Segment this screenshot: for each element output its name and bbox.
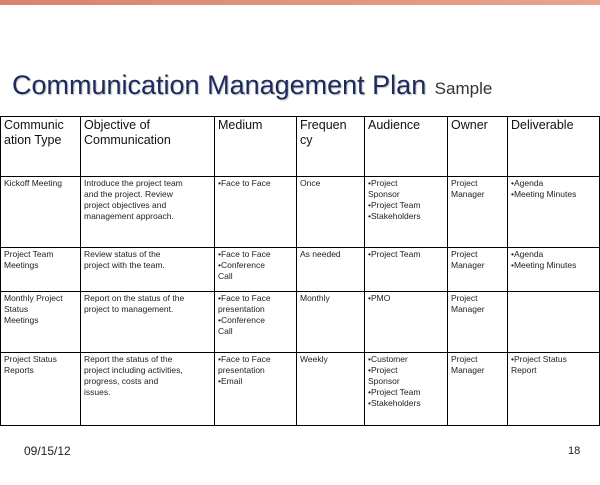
cell-text: issues. — [84, 387, 111, 397]
header-text: Audience — [368, 118, 421, 132]
cell-text: Status — [4, 304, 29, 314]
header-text: Frequen — [300, 118, 347, 132]
header-text: ation Type — [4, 133, 62, 147]
header-text: Medium — [218, 118, 263, 132]
cell-text: Weekly — [300, 354, 328, 364]
table-row — [1, 177, 600, 248]
cell-owner — [448, 353, 508, 426]
cell-text: Project — [451, 293, 478, 303]
cell-text: Manager — [451, 365, 485, 375]
cell-text: Project — [451, 354, 478, 364]
cell-text: Call — [218, 271, 233, 281]
slide-title — [12, 70, 492, 101]
cell-owner — [448, 248, 508, 292]
cell-audience — [365, 292, 448, 353]
cell-audience — [365, 248, 448, 292]
cell-text: Project Status — [4, 354, 57, 364]
cell-text: presentation — [218, 365, 265, 375]
column-header-frequency — [297, 117, 365, 177]
cell-text: Project — [451, 249, 478, 259]
header-text: Objective of — [84, 118, 151, 132]
top-accent-bar — [0, 0, 600, 5]
title-main: Communication Management Plan — [12, 70, 427, 100]
cell-text: Manager — [451, 260, 485, 270]
cell-communication-type — [1, 292, 81, 353]
cell-text: •Agenda — [511, 178, 544, 188]
column-header-medium — [215, 117, 297, 177]
cell-text: As needed — [300, 249, 341, 259]
cell-text: •Stakeholders — [368, 211, 421, 221]
cell-text: project to management. — [84, 304, 174, 314]
header-text: Communic — [4, 118, 64, 132]
cell-objective — [81, 292, 215, 353]
cell-objective — [81, 248, 215, 292]
cell-text: •Email — [218, 376, 243, 386]
cell-text: Call — [218, 326, 233, 336]
cell-deliverable — [508, 292, 600, 353]
cell-text: •Meeting Minutes — [511, 189, 577, 199]
column-header-owner — [448, 117, 508, 177]
cell-deliverable — [508, 177, 600, 248]
cell-text: Kickoff Meeting — [4, 178, 62, 188]
cell-owner — [448, 292, 508, 353]
table-row — [1, 292, 600, 353]
column-header-objective — [81, 117, 215, 177]
cell-text: •Face to Face — [218, 293, 271, 303]
cell-text: Report — [511, 365, 537, 375]
table-row — [1, 353, 600, 426]
cell-text: project objectives and — [84, 200, 167, 210]
cell-text: •Project Team — [368, 200, 421, 210]
cell-text: •Customer — [368, 354, 408, 364]
page-number: 18 — [568, 445, 581, 457]
cell-text: Project — [451, 178, 478, 188]
cell-text: •Face to Face — [218, 178, 271, 188]
cell-text: •Project Status — [511, 354, 567, 364]
cell-text: Reports — [4, 365, 34, 375]
cell-text: Sponsor — [368, 376, 400, 386]
cell-text: and the project. Review — [84, 189, 173, 199]
cell-text: Report the status of the — [84, 354, 173, 364]
cell-audience — [365, 353, 448, 426]
cell-deliverable — [508, 353, 600, 426]
cell-text: Introduce the project team — [84, 178, 183, 188]
table-body — [1, 177, 600, 426]
cell-text: •Face to Face — [218, 249, 271, 259]
cell-text: •Project — [368, 178, 398, 188]
title-sub: Sample — [434, 79, 493, 98]
column-header-communication-type — [1, 117, 81, 177]
cell-text: Project Team — [4, 249, 54, 259]
header-text: Owner — [451, 118, 488, 132]
cell-text: •Project Team — [368, 387, 421, 397]
cell-text: Monthly Project — [4, 293, 63, 303]
cell-objective — [81, 353, 215, 426]
cell-text: •PMO — [368, 293, 391, 303]
cell-text: project with the team. — [84, 260, 165, 270]
cell-communication-type — [1, 248, 81, 292]
header-row — [1, 117, 600, 177]
cell-text: management approach. — [84, 211, 174, 221]
cell-communication-type — [1, 177, 81, 248]
cell-frequency — [297, 248, 365, 292]
cell-text: Once — [300, 178, 321, 188]
cell-frequency — [297, 177, 365, 248]
cell-text: presentation — [218, 304, 265, 314]
column-header-deliverable — [508, 117, 600, 177]
cell-text: project including activities, — [84, 365, 183, 375]
cell-audience — [365, 177, 448, 248]
table-row — [1, 248, 600, 292]
cell-text: •Face to Face — [218, 354, 271, 364]
cell-text: Report on the status of the — [84, 293, 185, 303]
cell-text: Manager — [451, 304, 485, 314]
cell-text: Review status of the — [84, 249, 161, 259]
column-header-audience — [365, 117, 448, 177]
cell-objective — [81, 177, 215, 248]
communication-plan-table — [0, 116, 600, 426]
cell-text: •Project — [368, 365, 398, 375]
cell-communication-type — [1, 353, 81, 426]
cell-text: Meetings — [4, 260, 39, 270]
cell-medium — [215, 292, 297, 353]
header-text: Deliverable — [511, 118, 574, 132]
cell-deliverable — [508, 248, 600, 292]
cell-text: •Stakeholders — [368, 398, 421, 408]
cell-frequency — [297, 292, 365, 353]
cell-frequency — [297, 353, 365, 426]
cell-text: •Conference — [218, 260, 265, 270]
cell-medium — [215, 177, 297, 248]
cell-text: •Agenda — [511, 249, 544, 259]
cell-medium — [215, 248, 297, 292]
cell-text: •Project Team — [368, 249, 421, 259]
cell-text: •Meeting Minutes — [511, 260, 577, 270]
cell-medium — [215, 353, 297, 426]
header-text: Communication — [84, 133, 171, 147]
cell-text: •Conference — [218, 315, 265, 325]
cell-owner — [448, 177, 508, 248]
cell-text: Monthly — [300, 293, 330, 303]
cell-text: Meetings — [4, 315, 39, 325]
cell-text: Manager — [451, 189, 485, 199]
footer-date: 09/15/12 — [24, 444, 71, 458]
header-text: cy — [300, 133, 313, 147]
cell-text: Sponsor — [368, 189, 400, 199]
cell-text: progress, costs and — [84, 376, 159, 386]
